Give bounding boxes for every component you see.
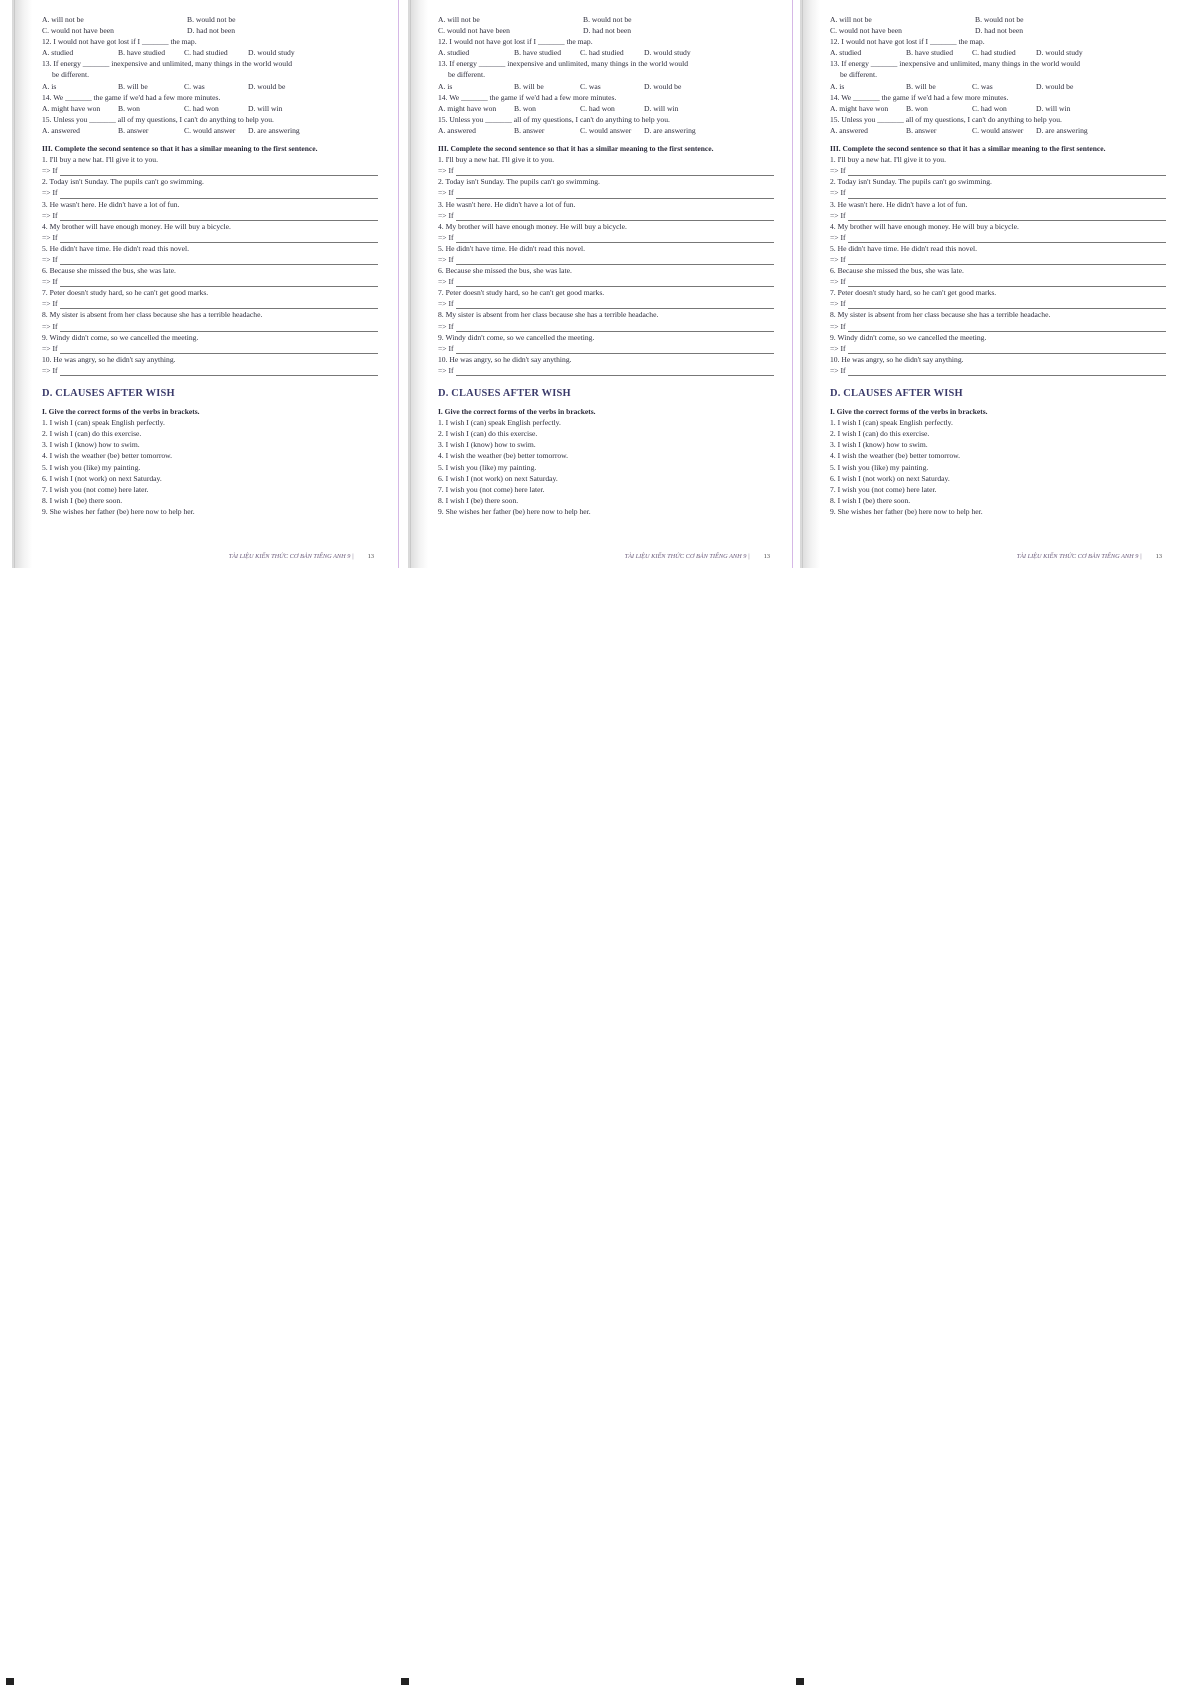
answer-blank[interactable] <box>456 256 774 265</box>
mc-option: C. would answer <box>972 125 1024 135</box>
mc-row <box>830 14 1172 25</box>
answer-blank[interactable] <box>60 190 378 199</box>
rewrite-sentence: 3. He wasn't here. He didn't have a lot of fun. <box>830 199 968 209</box>
page-divider <box>398 0 399 568</box>
rewrite-sentence: 7. Peter doesn't study hard, so he can't get good marks. <box>438 288 605 298</box>
mc-option: D. will win <box>1036 103 1071 113</box>
answer-prompt: => If <box>438 254 454 264</box>
mc-option: 12. I would not have got lost if I _______ the map. <box>438 37 593 47</box>
answer-blank[interactable] <box>60 345 378 354</box>
answer-blank[interactable] <box>848 323 1166 332</box>
mc-option: 15. Unless you _______ all of my questions, I can't do anything to help you. <box>830 114 1062 124</box>
mc-option: C. was <box>184 81 205 91</box>
mc-row <box>830 36 1172 47</box>
corner-mark <box>6 1678 14 1685</box>
mc-option: 14. We _______ the game if we'd had a few more minutes. <box>42 92 221 102</box>
page-number: 13 <box>367 552 374 560</box>
answer-prompt: => If <box>42 321 58 331</box>
answer-line[interactable] <box>438 365 780 376</box>
answer-line[interactable] <box>830 365 1172 376</box>
wish-item: 5. I wish you (like) my painting. <box>438 462 537 472</box>
answer-line[interactable] <box>438 187 780 198</box>
rewrite-sentence: 3. He wasn't here. He didn't have a lot of fun. <box>42 199 180 209</box>
mc-row <box>830 25 1172 36</box>
mc-row <box>438 36 780 47</box>
mc-row <box>438 103 780 114</box>
answer-blank[interactable] <box>456 367 774 376</box>
answer-blank[interactable] <box>60 212 378 221</box>
mc-option: 14. We _______ the game if we'd had a few more minutes. <box>830 92 1009 102</box>
mc-row <box>438 114 780 125</box>
mc-option: A. will not be <box>42 15 84 24</box>
section-title: D. CLAUSES AFTER WISH <box>830 388 963 399</box>
mc-option: A. might have won <box>830 103 889 113</box>
mc-row <box>42 14 384 25</box>
rewrite-sentence: 5. He didn't have time. He didn't read this novel. <box>438 243 585 253</box>
mc-row <box>830 125 1172 136</box>
mc-row <box>438 125 780 136</box>
answer-line[interactable] <box>42 254 384 265</box>
mc-option: B. have studied <box>118 48 166 58</box>
wish-item: 5. I wish you (like) my painting. <box>42 462 141 472</box>
mc-option: B. will be <box>118 81 148 91</box>
answer-prompt: => If <box>42 365 58 375</box>
section-title: D. CLAUSES AFTER WISH <box>42 388 175 399</box>
mc-option: D. will win <box>644 103 679 113</box>
answer-prompt: => If <box>830 188 846 198</box>
mc-option: C. had won <box>580 103 615 113</box>
rewrite-sentence: 7. Peter doesn't study hard, so he can't get good marks. <box>42 288 209 298</box>
mc-row <box>830 81 1172 92</box>
answer-prompt: => If <box>438 166 454 176</box>
mc-option: C. had studied <box>972 48 1016 58</box>
mc-option: C. would not have been <box>438 26 510 36</box>
rewrite-sentence: 3. He wasn't here. He didn't have a lot of fun. <box>438 199 576 209</box>
rewrite-sentence: 1. I'll buy a new hat. I'll give it to you. <box>830 155 946 165</box>
answer-line[interactable] <box>438 298 780 309</box>
answer-blank[interactable] <box>456 323 774 332</box>
mc-option: A. answered <box>830 125 868 135</box>
answer-prompt: => If <box>438 365 454 375</box>
answer-blank[interactable] <box>848 300 1166 309</box>
mc-option: C. had won <box>184 103 219 113</box>
rewrite-sentence: 6. Because she missed the bus, she was late. <box>438 266 572 276</box>
answer-line[interactable] <box>438 321 780 332</box>
answer-line[interactable] <box>42 187 384 198</box>
section-heading: I. Give the correct forms of the verbs in brackets. <box>830 407 988 417</box>
section-heading: III. Complete the second sentence so that it has a similar meaning to the first sentence. <box>830 144 1106 154</box>
mc-option: C. had won <box>972 103 1007 113</box>
mc-option: B. answer <box>514 125 545 135</box>
wish-item: 9. She wishes her father (be) here now to help her. <box>438 506 591 516</box>
answer-line[interactable] <box>438 254 780 265</box>
answer-line[interactable] <box>830 187 1172 198</box>
rewrite-sentence: 8. My sister is absent from her class because she has a terrible headache. <box>438 310 659 320</box>
mc-option: A. studied <box>830 48 862 58</box>
document-page <box>12 0 392 568</box>
answer-blank[interactable] <box>456 345 774 354</box>
mc-row <box>438 69 780 80</box>
page-spine <box>12 0 32 568</box>
answer-line[interactable] <box>830 343 1172 354</box>
mc-row <box>438 92 780 103</box>
answer-line[interactable] <box>830 232 1172 243</box>
mc-row <box>42 36 384 47</box>
answer-line[interactable] <box>42 365 384 376</box>
mc-row <box>42 114 384 125</box>
wish-item: 1. I wish I (can) speak English perfectly. <box>42 418 165 428</box>
mc-row <box>42 58 384 69</box>
answer-line[interactable] <box>42 298 384 309</box>
mc-option: 12. I would not have got lost if I _______ the map. <box>42 37 197 47</box>
mc-row <box>830 103 1172 114</box>
mc-option: B. answer <box>906 125 937 135</box>
wish-item: 7. I wish you (not come) here later. <box>438 484 545 494</box>
rewrite-sentence: 1. I'll buy a new hat. I'll give it to you. <box>42 155 158 165</box>
mc-row <box>438 25 780 36</box>
mc-row <box>42 69 384 80</box>
mc-option: 15. Unless you _______ all of my questions, I can't do anything to help you. <box>42 114 274 124</box>
answer-blank[interactable] <box>456 278 774 287</box>
document-page <box>408 0 788 568</box>
answer-blank[interactable] <box>60 323 378 332</box>
mc-option: D. would study <box>248 48 295 58</box>
mc-option: C. would not have been <box>830 26 902 36</box>
answer-blank[interactable] <box>848 234 1166 243</box>
wish-item: 7. I wish you (not come) here later. <box>830 484 937 494</box>
mc-row <box>42 47 384 58</box>
mc-option: A. is <box>42 81 57 91</box>
mc-option: be different. <box>448 70 485 80</box>
page-number: 13 <box>763 552 770 560</box>
rewrite-sentence: 4. My brother will have enough money. He will buy a bicycle. <box>438 221 627 231</box>
mc-option: be different. <box>840 70 877 80</box>
wish-item: 7. I wish you (not come) here later. <box>42 484 149 494</box>
answer-line[interactable] <box>42 165 384 176</box>
mc-row <box>438 14 780 25</box>
answer-blank[interactable] <box>848 190 1166 199</box>
mc-option: 12. I would not have got lost if I _______ the map. <box>830 37 985 47</box>
mc-option: be different. <box>52 70 89 80</box>
mc-option: B. will be <box>906 81 936 91</box>
mc-option: D. will win <box>248 103 283 113</box>
mc-option: C. would not have been <box>42 26 114 36</box>
answer-line[interactable] <box>830 254 1172 265</box>
mc-option: D. would be <box>1036 81 1074 91</box>
answer-prompt: => If <box>42 277 58 287</box>
mc-option: B. have studied <box>514 48 562 58</box>
page-spine <box>408 0 428 568</box>
wish-item: 4. I wish the weather (be) better tomorrow. <box>438 451 569 461</box>
answer-prompt: => If <box>830 254 846 264</box>
section-heading: I. Give the correct forms of the verbs in brackets. <box>438 407 596 417</box>
answer-line[interactable] <box>830 210 1172 221</box>
rewrite-sentence: 8. My sister is absent from her class because she has a terrible headache. <box>42 310 263 320</box>
rewrite-sentence: 9. Windy didn't come, so we cancelled the meeting. <box>438 332 595 342</box>
answer-prompt: => If <box>830 365 846 375</box>
corner-mark <box>796 1678 804 1685</box>
answer-prompt: => If <box>42 299 58 309</box>
rewrite-sentence: 6. Because she missed the bus, she was late. <box>830 266 964 276</box>
mc-row <box>42 103 384 114</box>
wish-item: 9. She wishes her father (be) here now to help her. <box>830 506 983 516</box>
answer-blank[interactable] <box>848 367 1166 376</box>
mc-option: B. won <box>118 103 140 113</box>
rewrite-sentence: 2. Today isn't Sunday. The pupils can't go swimming. <box>42 177 204 187</box>
page-spine <box>800 0 820 568</box>
mc-option: 13. If energy _______ inexpensive and unlimited, many things in the world would <box>42 59 292 69</box>
page-footer <box>625 551 770 562</box>
mc-option: B. will be <box>514 81 544 91</box>
wish-item: 4. I wish the weather (be) better tomorrow. <box>42 451 173 461</box>
page-number: 13 <box>1155 552 1162 560</box>
answer-blank[interactable] <box>848 256 1166 265</box>
mc-row <box>42 25 384 36</box>
answer-prompt: => If <box>438 343 454 353</box>
answer-prompt: => If <box>42 166 58 176</box>
answer-line[interactable] <box>42 321 384 332</box>
mc-row <box>830 114 1172 125</box>
answer-prompt: => If <box>42 232 58 242</box>
scanned-pages <box>0 0 1191 570</box>
section-heading: I. Give the correct forms of the verbs in brackets. <box>42 407 200 417</box>
rewrite-sentence: 2. Today isn't Sunday. The pupils can't go swimming. <box>438 177 600 187</box>
mc-option: 13. If energy _______ inexpensive and unlimited, many things in the world would <box>830 59 1080 69</box>
rewrite-sentence: 10. He was angry, so he didn't say anything. <box>438 354 572 364</box>
mc-option: B. would not be <box>583 15 632 24</box>
answer-line[interactable] <box>438 165 780 176</box>
document-page <box>800 0 1180 568</box>
answer-prompt: => If <box>438 188 454 198</box>
mc-option: A. might have won <box>42 103 101 113</box>
rewrite-sentence: 7. Peter doesn't study hard, so he can't get good marks. <box>830 288 997 298</box>
mc-row <box>438 58 780 69</box>
answer-blank[interactable] <box>848 212 1166 221</box>
wish-item: 3. I wish I (know) how to swim. <box>830 440 928 450</box>
footer-text: TÀI LIỆU KIẾN THỨC CƠ BẢN TIẾNG ANH 9 | <box>624 552 750 560</box>
mc-option: A. might have won <box>438 103 497 113</box>
mc-row <box>42 125 384 136</box>
answer-prompt: => If <box>830 277 846 287</box>
wish-item: 6. I wish I (not work) on next Saturday. <box>42 473 162 483</box>
mc-option: B. answer <box>118 125 149 135</box>
mc-option: A. answered <box>438 125 476 135</box>
mc-option: B. would not be <box>187 15 236 24</box>
rewrite-sentence: 10. He was angry, so he didn't say anything. <box>830 354 964 364</box>
answer-blank[interactable] <box>60 167 378 176</box>
wish-item: 2. I wish I (can) do this exercise. <box>42 429 142 439</box>
rewrite-sentence: 6. Because she missed the bus, she was late. <box>42 266 176 276</box>
wish-item: 6. I wish I (not work) on next Saturday. <box>830 473 950 483</box>
mc-option: A. is <box>830 81 845 91</box>
mc-option: D. are answering <box>1036 125 1088 135</box>
wish-item: 8. I wish I (be) there soon. <box>830 495 911 505</box>
rewrite-sentence: 9. Windy didn't come, so we cancelled the meeting. <box>830 332 987 342</box>
mc-option: A. answered <box>42 125 80 135</box>
answer-line[interactable] <box>42 210 384 221</box>
mc-option: C. was <box>972 81 993 91</box>
mc-option: A. studied <box>438 48 470 58</box>
answer-prompt: => If <box>830 321 846 331</box>
mc-row <box>830 92 1172 103</box>
footer-text: TÀI LIỆU KIẾN THỨC CƠ BẢN TIẾNG ANH 9 | <box>1016 552 1142 560</box>
wish-item: 2. I wish I (can) do this exercise. <box>830 429 930 439</box>
answer-blank[interactable] <box>60 234 378 243</box>
answer-blank[interactable] <box>456 234 774 243</box>
answer-blank[interactable] <box>456 167 774 176</box>
mc-option: C. had studied <box>184 48 228 58</box>
mc-option: C. would answer <box>580 125 632 135</box>
mc-option: C. had studied <box>580 48 624 58</box>
answer-blank[interactable] <box>456 190 774 199</box>
rewrite-sentence: 4. My brother will have enough money. He will buy a bicycle. <box>42 221 231 231</box>
answer-prompt: => If <box>830 166 846 176</box>
mc-option: B. won <box>906 103 928 113</box>
answer-blank[interactable] <box>60 367 378 376</box>
wish-item: 1. I wish I (can) speak English perfectly. <box>830 418 953 428</box>
wish-item: 9. She wishes her father (be) here now to help her. <box>42 506 195 516</box>
mc-option: A. will not be <box>438 15 480 24</box>
mc-option: D. would study <box>644 48 691 58</box>
answer-prompt: => If <box>438 299 454 309</box>
answer-blank[interactable] <box>456 212 774 221</box>
mc-row <box>42 92 384 103</box>
mc-option: A. will not be <box>830 15 872 24</box>
answer-line[interactable] <box>438 276 780 287</box>
wish-item: 8. I wish I (be) there soon. <box>42 495 123 505</box>
wish-item: 8. I wish I (be) there soon. <box>438 495 519 505</box>
mc-option: D. would be <box>248 81 286 91</box>
answer-blank[interactable] <box>60 278 378 287</box>
footer-text: TÀI LIỆU KIẾN THỨC CƠ BẢN TIẾNG ANH 9 | <box>228 552 354 560</box>
answer-blank[interactable] <box>456 300 774 309</box>
mc-option: A. is <box>438 81 453 91</box>
mc-option: B. won <box>514 103 536 113</box>
answer-line[interactable] <box>42 343 384 354</box>
page-footer <box>229 551 374 562</box>
answer-line[interactable] <box>830 321 1172 332</box>
mc-row <box>42 81 384 92</box>
rewrite-sentence: 9. Windy didn't come, so we cancelled the meeting. <box>42 332 199 342</box>
mc-row <box>438 47 780 58</box>
section-title: D. CLAUSES AFTER WISH <box>438 388 571 399</box>
answer-prompt: => If <box>830 232 846 242</box>
wish-item: 6. I wish I (not work) on next Saturday. <box>438 473 558 483</box>
answer-prompt: => If <box>42 343 58 353</box>
answer-prompt: => If <box>438 210 454 220</box>
answer-prompt: => If <box>438 321 454 331</box>
rewrite-sentence: 4. My brother will have enough money. He will buy a bicycle. <box>830 221 1019 231</box>
answer-blank[interactable] <box>60 256 378 265</box>
wish-item: 3. I wish I (know) how to swim. <box>438 440 536 450</box>
answer-line[interactable] <box>830 165 1172 176</box>
answer-blank[interactable] <box>60 300 378 309</box>
mc-option: D. had not been <box>583 26 632 36</box>
wish-item: 1. I wish I (can) speak English perfectly. <box>438 418 561 428</box>
mc-option: C. would answer <box>184 125 236 135</box>
page-divider <box>792 0 793 568</box>
answer-line[interactable] <box>42 276 384 287</box>
mc-option: D. had not been <box>187 26 236 36</box>
mc-option: B. would not be <box>975 15 1024 24</box>
answer-line[interactable] <box>830 276 1172 287</box>
answer-prompt: => If <box>42 254 58 264</box>
mc-row <box>438 81 780 92</box>
mc-option: B. have studied <box>906 48 954 58</box>
answer-blank[interactable] <box>848 345 1166 354</box>
rewrite-sentence: 5. He didn't have time. He didn't read this novel. <box>830 243 977 253</box>
rewrite-sentence: 8. My sister is absent from her class because she has a terrible headache. <box>830 310 1051 320</box>
answer-line[interactable] <box>830 298 1172 309</box>
mc-option: D. are answering <box>248 125 300 135</box>
page-footer <box>1017 551 1162 562</box>
mc-option: C. was <box>580 81 601 91</box>
wish-item: 2. I wish I (can) do this exercise. <box>438 429 538 439</box>
answer-prompt: => If <box>830 299 846 309</box>
section-heading: III. Complete the second sentence so that it has a similar meaning to the first sentence. <box>438 144 714 154</box>
answer-line[interactable] <box>438 232 780 243</box>
answer-blank[interactable] <box>848 167 1166 176</box>
answer-prompt: => If <box>830 343 846 353</box>
answer-prompt: => If <box>42 210 58 220</box>
mc-option: D. would study <box>1036 48 1083 58</box>
wish-item: 5. I wish you (like) my painting. <box>830 462 929 472</box>
section-heading: III. Complete the second sentence so that it has a similar meaning to the first sentence. <box>42 144 318 154</box>
mc-row <box>830 47 1172 58</box>
answer-prompt: => If <box>830 210 846 220</box>
mc-option: D. would be <box>644 81 682 91</box>
mc-row <box>830 69 1172 80</box>
rewrite-sentence: 10. He was angry, so he didn't say anything. <box>42 354 176 364</box>
mc-option: A. studied <box>42 48 74 58</box>
rewrite-sentence: 2. Today isn't Sunday. The pupils can't go swimming. <box>830 177 992 187</box>
answer-line[interactable] <box>42 232 384 243</box>
corner-mark <box>401 1678 409 1685</box>
mc-option: D. had not been <box>975 26 1024 36</box>
mc-row <box>830 58 1172 69</box>
mc-option: 14. We _______ the game if we'd had a few more minutes. <box>438 92 617 102</box>
wish-item: 3. I wish I (know) how to swim. <box>42 440 140 450</box>
mc-option: 13. If energy _______ inexpensive and unlimited, many things in the world would <box>438 59 688 69</box>
wish-item: 4. I wish the weather (be) better tomorrow. <box>830 451 961 461</box>
rewrite-sentence: 5. He didn't have time. He didn't read this novel. <box>42 243 189 253</box>
answer-line[interactable] <box>438 343 780 354</box>
answer-prompt: => If <box>42 188 58 198</box>
answer-prompt: => If <box>438 277 454 287</box>
mc-option: 15. Unless you _______ all of my questions, I can't do anything to help you. <box>438 114 670 124</box>
answer-blank[interactable] <box>848 278 1166 287</box>
mc-option: D. are answering <box>644 125 696 135</box>
answer-prompt: => If <box>438 232 454 242</box>
rewrite-sentence: 1. I'll buy a new hat. I'll give it to you. <box>438 155 554 165</box>
answer-line[interactable] <box>438 210 780 221</box>
